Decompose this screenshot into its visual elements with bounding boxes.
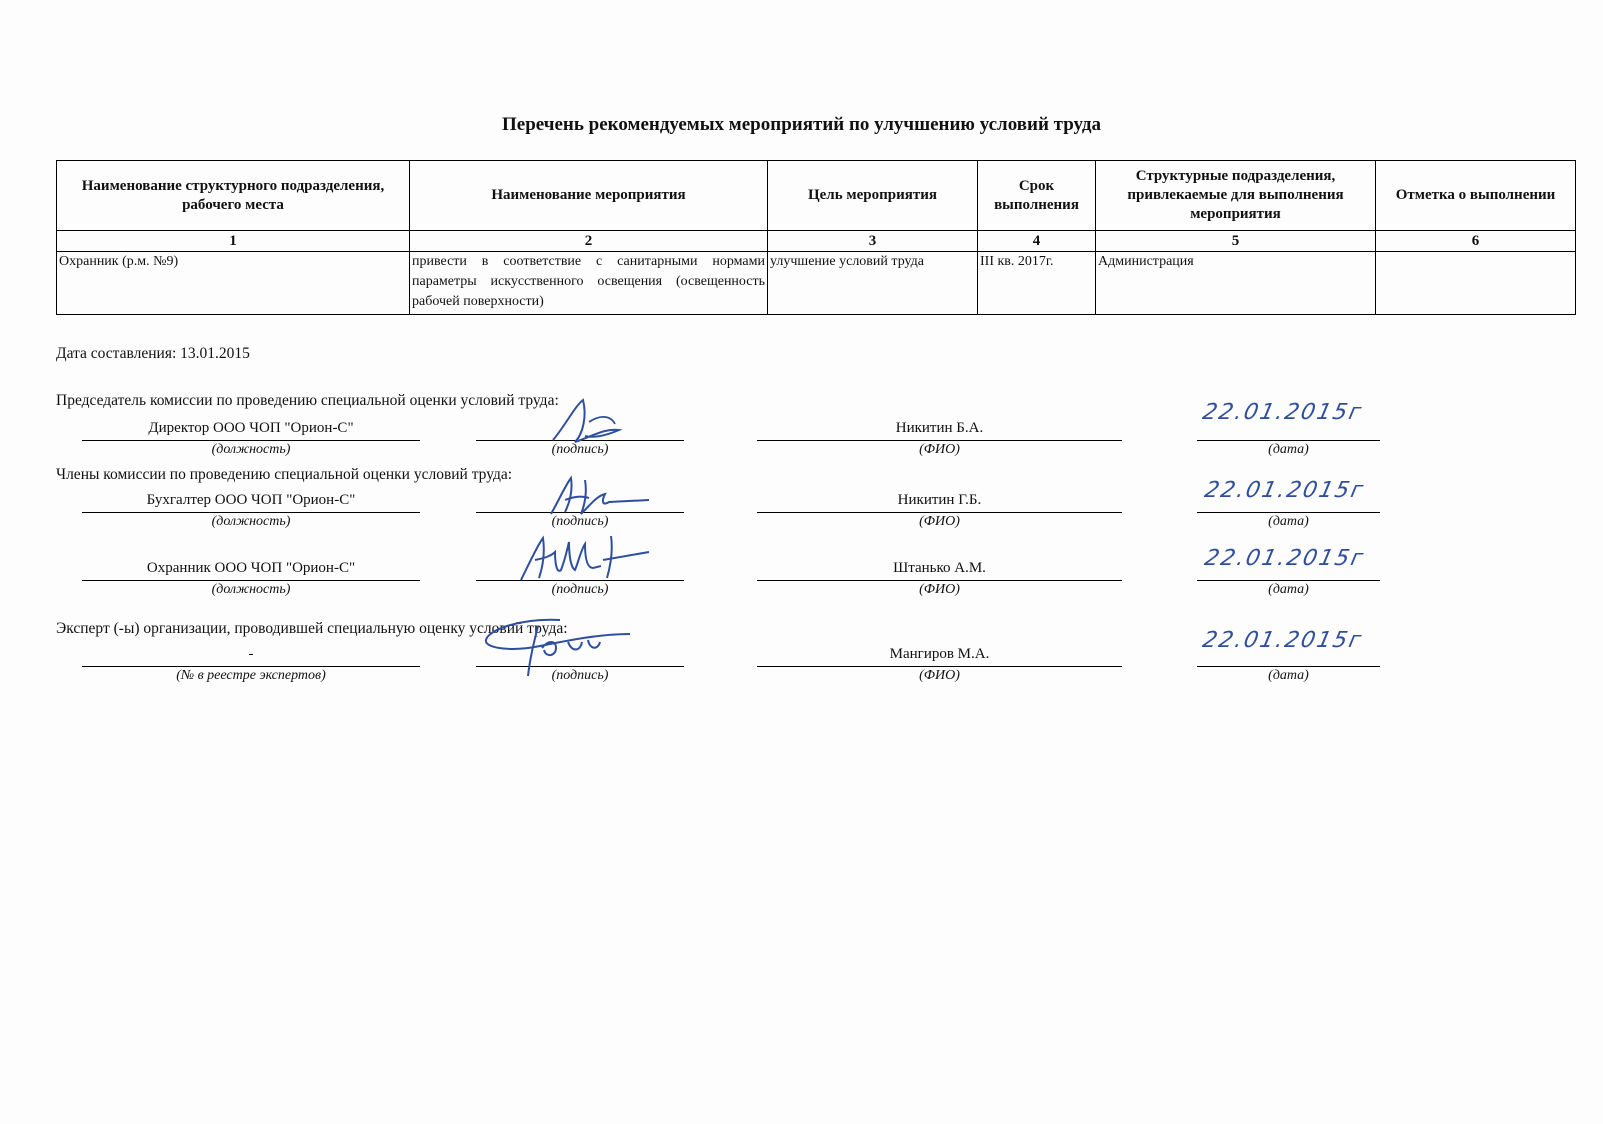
signature-caption: (подпись) bbox=[551, 442, 609, 457]
full-name-caption: (ФИО) bbox=[919, 514, 960, 529]
column-number: 3 bbox=[768, 231, 978, 252]
expert-registry-number: - bbox=[82, 644, 420, 667]
header-goal: Цель мероприятия bbox=[768, 161, 978, 231]
table-row bbox=[57, 252, 1576, 315]
column-number: 6 bbox=[1376, 231, 1576, 252]
cell-departments: Администрация bbox=[1096, 252, 1376, 315]
full-name-caption: (ФИО) bbox=[919, 582, 960, 597]
column-number: 4 bbox=[978, 231, 1096, 252]
date-caption: (дата) bbox=[1268, 668, 1309, 683]
member-position: Бухгалтер ООО ЧОП "Орион-С" bbox=[82, 490, 420, 513]
column-number: 2 bbox=[410, 231, 768, 252]
full-name-caption: (ФИО) bbox=[919, 442, 960, 457]
column-number-row bbox=[57, 231, 1576, 252]
position-caption: (должность) bbox=[211, 514, 291, 529]
member-name: Штанько А.М. bbox=[757, 558, 1122, 581]
header-completion: Отметка о выполнении bbox=[1376, 161, 1576, 231]
expert-name: Мангиров М.А. bbox=[757, 644, 1122, 667]
cell-workplace: Охранник (р.м. №9) bbox=[57, 252, 410, 315]
cell-goal: улучшение условий труда bbox=[768, 252, 978, 315]
chairman-handwritten-date: 22.01.2015г bbox=[1200, 400, 1366, 425]
document-title: Перечень рекомендуемых мероприятий по улучшению условий труда bbox=[502, 114, 1101, 135]
cell-deadline: III кв. 2017г. bbox=[978, 252, 1096, 315]
measures-table bbox=[56, 160, 1576, 315]
member-signature bbox=[545, 474, 655, 524]
full-name-caption: (ФИО) bbox=[919, 668, 960, 683]
date-caption: (дата) bbox=[1268, 582, 1309, 597]
member-signature bbox=[515, 530, 665, 590]
chairman-section-title: Председатель комиссии по проведению специальной оценки условий труда: bbox=[56, 392, 559, 409]
cell-measure: привести в соответствие с санитарными нормами параметры искусственного освещения (освещенность рабочей поверхности) bbox=[410, 252, 768, 315]
compilation-date: Дата составления: 13.01.2015 bbox=[56, 345, 250, 362]
member-handwritten-date: 22.01.2015г bbox=[1202, 478, 1368, 503]
column-number: 1 bbox=[57, 231, 410, 252]
chairman-position: Директор ООО ЧОП "Орион-С" bbox=[82, 418, 420, 441]
header-workplace: Наименование структурного подразделения, рабочего места bbox=[57, 161, 410, 231]
position-caption: (должность) bbox=[211, 582, 291, 597]
signature-caption: (подпись) bbox=[551, 668, 609, 683]
position-caption: (должность) bbox=[211, 442, 291, 457]
expert-section-title: Эксперт (-ы) организации, проводившей специальную оценку условий труда: bbox=[56, 620, 568, 637]
member-signature-row bbox=[0, 546, 1603, 618]
date-caption: (дата) bbox=[1268, 514, 1309, 529]
signature-caption: (подпись) bbox=[551, 514, 609, 529]
members-section-title: Члены комиссии по проведению специальной оценки условий труда: bbox=[56, 466, 513, 483]
table-header-row bbox=[57, 161, 1576, 231]
member-position: Охранник ООО ЧОП "Орион-С" bbox=[82, 558, 420, 581]
chairman-name: Никитин Б.А. bbox=[757, 418, 1122, 441]
header-measure: Наименование мероприятия bbox=[410, 161, 768, 231]
member-handwritten-date: 22.01.2015г bbox=[1202, 546, 1368, 571]
expert-signature bbox=[480, 614, 650, 684]
member-name: Никитин Г.Б. bbox=[757, 490, 1122, 513]
registry-caption: (№ в реестре экспертов) bbox=[176, 668, 326, 683]
header-departments: Структурные подразделения, привлекаемые для выполнения мероприятия bbox=[1096, 161, 1376, 231]
column-number: 5 bbox=[1096, 231, 1376, 252]
header-deadline: Срок выполнения bbox=[978, 161, 1096, 231]
date-caption: (дата) bbox=[1268, 442, 1309, 457]
chairman-signature bbox=[545, 396, 635, 456]
expert-handwritten-date: 22.01.2015г bbox=[1200, 628, 1366, 653]
member-signature-row bbox=[0, 478, 1603, 550]
cell-completion-mark bbox=[1376, 252, 1576, 315]
signature-caption: (подпись) bbox=[551, 582, 609, 597]
